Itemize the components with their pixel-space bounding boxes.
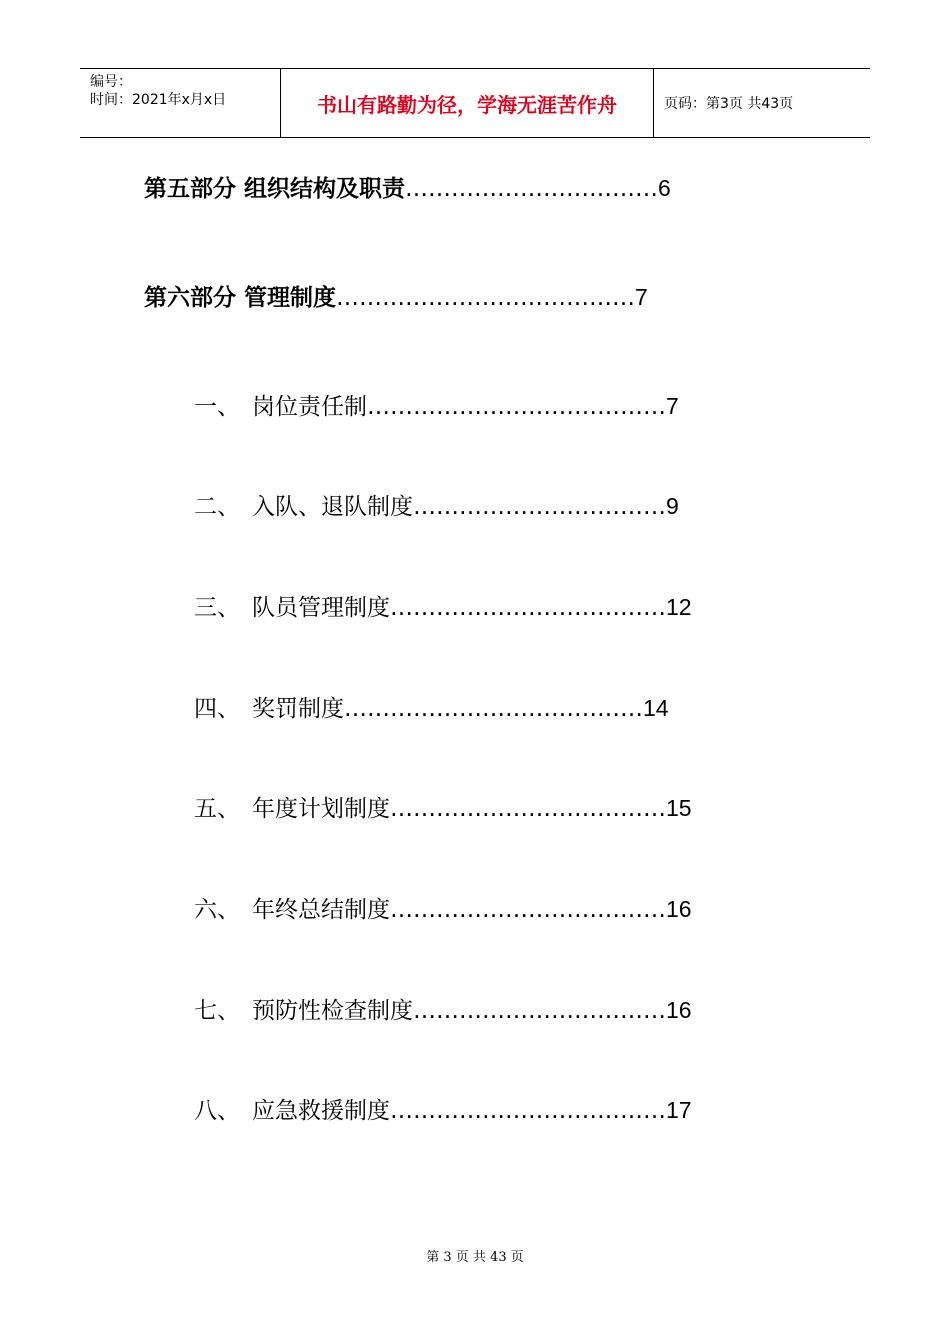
- toc-item[interactable]: [194, 488, 679, 521]
- toc-page-number: 14: [643, 695, 669, 721]
- page-footer: 第 3 页 共 43 页: [426, 1250, 524, 1265]
- toc-item-number: 四、: [194, 696, 240, 722]
- toc-page-number: 17: [666, 1097, 692, 1123]
- toc-leader-dots: ………………………………: [390, 595, 666, 621]
- toc-item-number: 六、: [194, 897, 240, 923]
- toc-part[interactable]: [144, 279, 648, 312]
- toc-item[interactable]: [194, 992, 692, 1025]
- toc-item-number: 八、: [194, 1098, 240, 1124]
- toc-item-title: 应急救援制度: [252, 1098, 390, 1124]
- serial-label: 编号：: [90, 74, 132, 90]
- toc-item-title: 预防性检查制度: [252, 998, 413, 1024]
- toc-item[interactable]: [194, 690, 669, 723]
- toc-page-number: 12: [666, 594, 692, 620]
- toc-leader-dots: …………………………………: [367, 394, 666, 420]
- toc-item-title: 年度计划制度: [252, 796, 390, 822]
- toc-item-title: 岗位责任制: [252, 394, 367, 420]
- toc-item[interactable]: [194, 589, 692, 622]
- header-motto: 书山有路勤为径，学海无涯苦作舟: [281, 69, 654, 137]
- toc-item[interactable]: [194, 1092, 692, 1125]
- toc-leader-dots: ……………………………: [405, 176, 659, 202]
- header-page-info: 页码：第3页 共43页: [664, 96, 794, 112]
- toc-item-title: 入队、退队制度: [252, 494, 413, 520]
- toc-leader-dots: …………………………………: [344, 696, 643, 722]
- toc-part-title: 第六部分 管理制度: [144, 285, 337, 311]
- toc-leader-dots: ………………………………: [390, 897, 666, 923]
- toc-page-number: 6: [658, 175, 671, 201]
- toc-leader-dots: ………………………………: [390, 796, 666, 822]
- toc-item-number: 一、: [194, 394, 240, 420]
- toc-leader-dots: ……………………………: [413, 494, 666, 520]
- toc-item-number: 五、: [194, 796, 240, 822]
- toc-item[interactable]: [194, 790, 692, 823]
- toc-item[interactable]: [194, 388, 679, 421]
- toc-leader-dots: …………………………………: [336, 285, 636, 311]
- toc-item-title: 年终总结制度: [252, 897, 390, 923]
- toc-item-number: 七、: [194, 998, 240, 1024]
- toc-item-title: 队员管理制度: [252, 595, 390, 621]
- toc-item-number: 二、: [194, 494, 240, 520]
- toc-page-number: 7: [635, 284, 648, 310]
- toc-page-number: 9: [666, 493, 679, 519]
- toc-part-title: 第五部分 组织结构及职责: [144, 176, 406, 202]
- toc-part[interactable]: [144, 170, 671, 203]
- header-meta: [80, 69, 281, 137]
- toc-item-number: 三、: [194, 595, 240, 621]
- toc-leader-dots: ……………………………: [413, 998, 666, 1024]
- toc-leader-dots: ………………………………: [390, 1098, 666, 1124]
- toc-page-number: 16: [666, 896, 692, 922]
- toc-page-number: 15: [666, 795, 692, 821]
- toc-item[interactable]: [194, 891, 692, 924]
- toc-page-number: 16: [666, 997, 692, 1023]
- page-header: [80, 68, 870, 138]
- toc-page-number: 7: [666, 393, 679, 419]
- time-label: 时间：2021年x月x日: [90, 92, 227, 108]
- toc-item-title: 奖罚制度: [252, 696, 344, 722]
